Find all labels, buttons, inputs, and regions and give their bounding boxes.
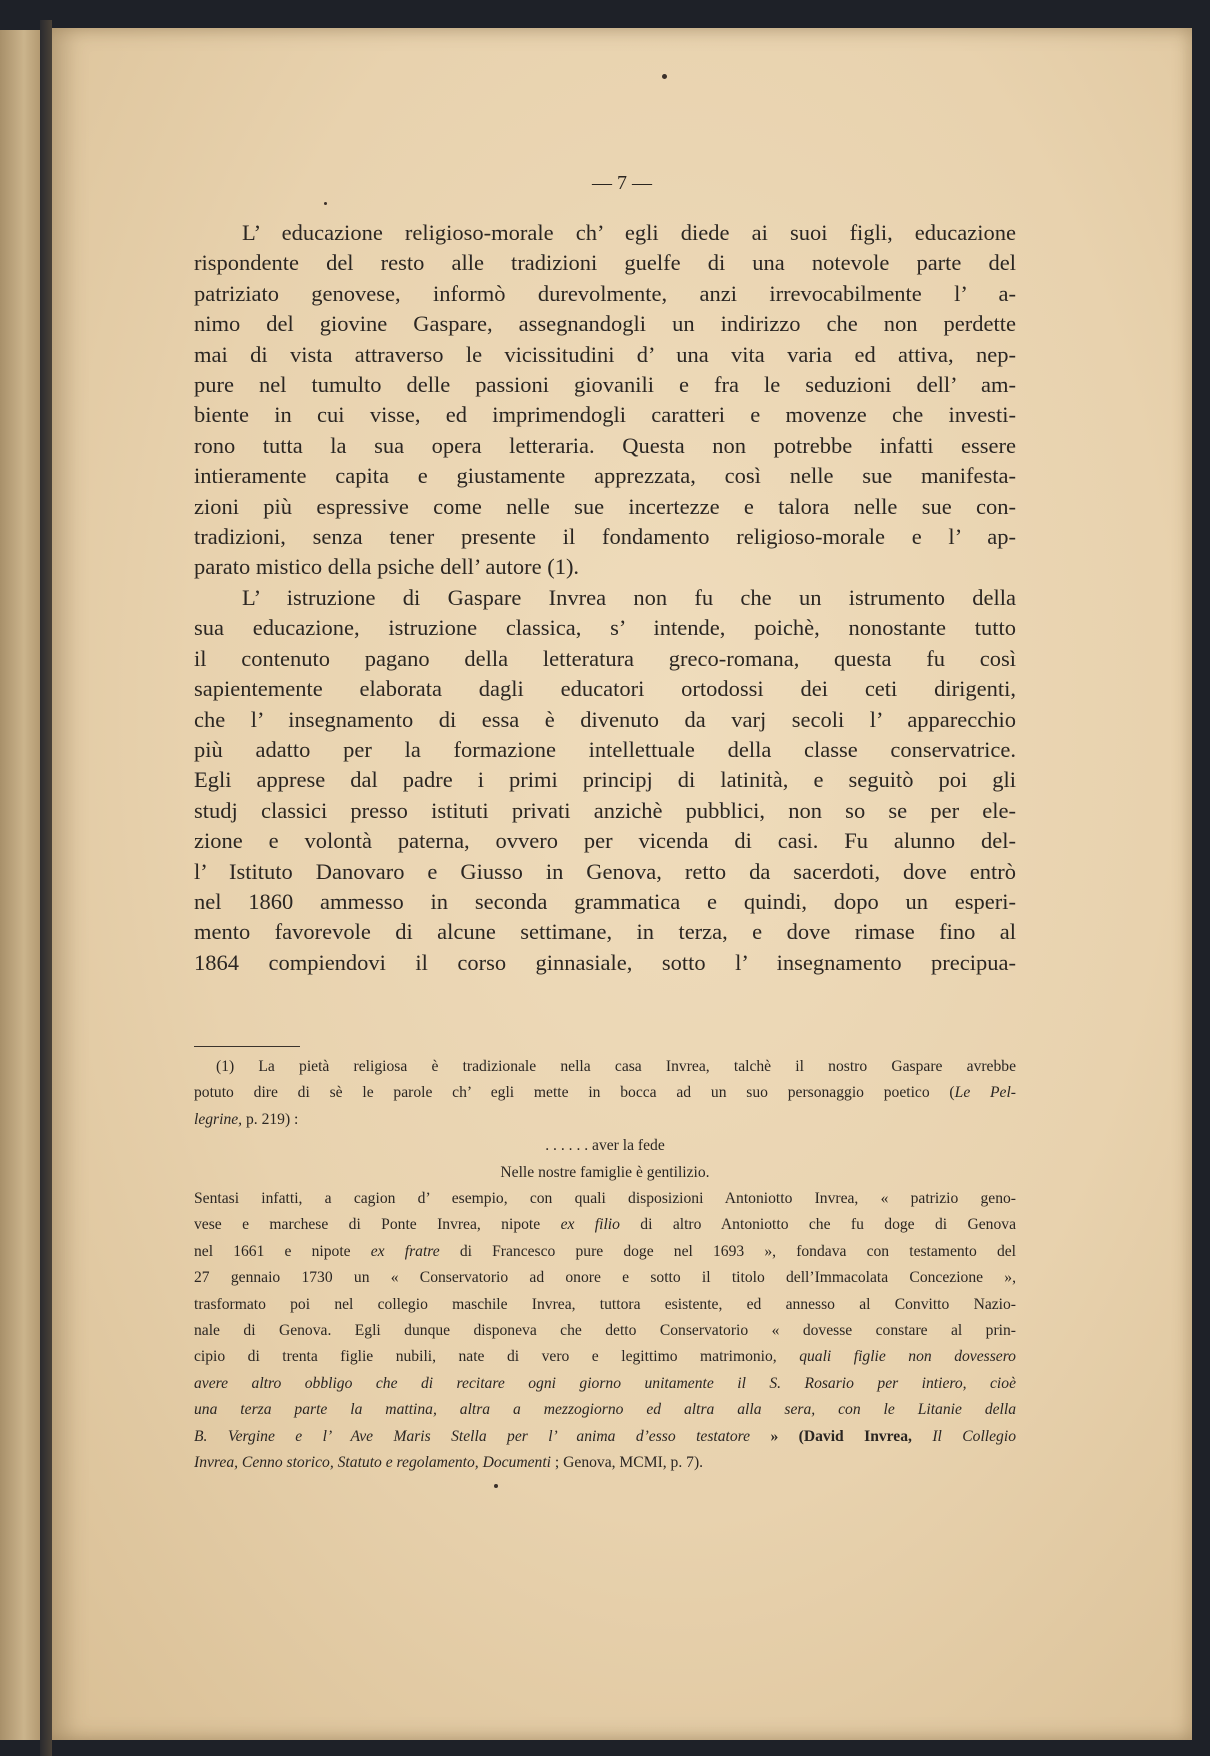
footnote-text: 27 gennaio 1730 un « Conservatorio ad onore e sotto il titolo dell’Immacolata Concezione », — [194, 1269, 1016, 1287]
footnote-bold: » (David Invrea, — [750, 1427, 933, 1445]
page-number: — 7 — — [592, 172, 652, 194]
text-line: tradizioni, senza tener presente il fondamento religioso-morale e l’ ap- — [194, 524, 1016, 550]
footnote-italic: Invrea, Cenno storico, Statuto e regolamento, Documenti — [194, 1454, 552, 1472]
footnote-text: p. 219) : — [242, 1110, 299, 1128]
footnote-line — [194, 1292, 1016, 1318]
footnote-line — [194, 1239, 1016, 1265]
footnote-italic: legrine, — [194, 1110, 243, 1128]
footnote-italic: Le Pel- — [954, 1084, 1016, 1102]
footnote-text: nale di Genova. Egli dunque disponeva che detto Conservatorio « dovesse constare al prin- — [194, 1322, 1016, 1340]
footnote-divider — [194, 1046, 300, 1047]
verse-line: Nelle nostre famiglie è gentilizio. — [500, 1163, 710, 1181]
footnote-italic: una terza parte la mattina, altra a mezzogiorno ed altra alla sera, con le Litanie della — [194, 1401, 1016, 1419]
text-line: il contenuto pagano della letteratura greco-romana, questa fu così — [194, 645, 1016, 671]
footnote-line — [194, 1371, 1016, 1397]
text-line: 1864 compiendovi il corso ginnasiale, sotto l’ insegnamento precipua- — [194, 949, 1016, 975]
footnote-line — [194, 1397, 1016, 1423]
book-gutter — [40, 20, 52, 1756]
footnote-line — [194, 1265, 1016, 1291]
text-line: zioni più espressive come nelle sue incertezze e talora nelle sue con- — [194, 493, 1016, 519]
footnote-italic: quali figlie non dovessero — [799, 1348, 1016, 1366]
footnote-italic: Il Collegio — [932, 1427, 1016, 1445]
text-line: patriziato genovese, informò durevolmente, anzi irrevocabilmente l’ a- — [194, 280, 1016, 306]
text-line: che l’ insegnamento di essa è divenuto da varj secoli l’ apparecchio — [194, 706, 1016, 732]
footnote-text: trasformato poi nel collegio maschile Invrea, tuttora esistente, ed annesso al Convitto Nazio- — [194, 1295, 1016, 1313]
text-line: mento favorevole di alcune settimane, in terza, e dove rimase fino al — [194, 919, 1016, 945]
footnote-line — [194, 1054, 1016, 1080]
text-line: biente in cui visse, ed imprimendogli caratteri e movenze che investi- — [194, 402, 1016, 428]
text-line: nimo del giovine Gaspare, assegnandogli un indirizzo che non perdette — [194, 311, 1016, 337]
verse-line: . . . . . . aver la fede — [545, 1137, 665, 1155]
footnote — [194, 1054, 1016, 1477]
footnote-line — [194, 1186, 1016, 1212]
text-line: rispondente del resto alle tradizioni guelfe di una notevole parte del — [194, 250, 1016, 276]
footnote-text: (1) La pietà religiosa è tradizionale nella casa Invrea, talchè il nostro Gaspare avrebbe — [216, 1058, 1016, 1075]
footnote-italic: avere altro obbligo che di recitare ogni giorno unitamente il S. Rosario per intiero, cioè — [194, 1374, 1016, 1392]
footnote-line — [194, 1344, 1016, 1370]
footnote-line — [194, 1424, 1016, 1450]
text-line: studj classici presso istituti privati anzichè pubblici, non so se per ele- — [194, 797, 1016, 823]
footnote-text: nel 1661 e nipote — [194, 1242, 371, 1260]
footnote-line — [194, 1450, 1016, 1476]
text-line: sapientemente elaborata dagli educatori ortodossi dei ceti dirigenti, — [194, 676, 1016, 702]
footnote-text: Sentasi infatti, a cagion d’ esempio, con quali disposizioni Antoniotto Invrea, « patrizio geno- — [194, 1190, 1016, 1208]
body-text — [194, 218, 1016, 978]
footnote-text: cipio di trenta figlie nubili, nate di vero e legittimo matrimonio, — [194, 1348, 800, 1366]
footnote-line — [194, 1107, 1016, 1133]
footnote-text: di altro Antoniotto che fu doge di Genova — [619, 1216, 1016, 1234]
facing-page-edge — [0, 30, 40, 1740]
text-line: Egli apprese dal padre i primi principj di latinità, e seguitò poi gli — [194, 767, 1016, 793]
text-line: intieramente capita e giustamente apprezzata, così nelle sue manifesta- — [194, 463, 1016, 489]
footnote-line — [194, 1318, 1016, 1344]
footnote-line — [194, 1080, 1016, 1106]
footnote-line — [194, 1212, 1016, 1238]
text-line: pure nel tumulto delle passioni giovanili e fra le seduzioni dell’ am- — [194, 372, 1016, 398]
text-line: zione e volontà paterna, ovvero per vicenda di casi. Fu alunno del- — [194, 828, 1016, 854]
book-page — [52, 28, 1192, 1740]
footnote-text: di Francesco pure doge nel 1693 », fondava con testamento del — [439, 1242, 1016, 1260]
text-line: sua educazione, istruzione classica, s’ intende, poichè, nonostante tutto — [194, 615, 1016, 641]
text-line: L’ educazione religioso-morale ch’ egli diede ai suoi figli, educazione — [242, 220, 1016, 245]
text-line: mai di vista attraverso le vicissitudini d’ una vita varia ed attiva, nep- — [194, 341, 1016, 367]
text-line: più adatto per la formazione intellettuale della classe conservatrice. — [194, 736, 1016, 762]
text-line: L’ istruzione di Gaspare Invrea non fu che un istrumento della — [242, 584, 1016, 610]
text-line: nel 1860 ammesso in seconda grammatica e quindi, dopo un esperi- — [194, 888, 1016, 914]
footnote-text: vese e marchese di Ponte Invrea, nipote — [194, 1216, 561, 1234]
text-line: rono tutta la sua opera letteraria. Questa non potrebbe infatti essere — [194, 432, 1016, 458]
footnote-text: ; Genova, MCMI, p. 7). — [551, 1454, 704, 1472]
ink-speck — [662, 74, 667, 79]
footnote-text: potuto dire di sè le parole ch’ egli mette in bocca ad un suo personaggio poetico ( — [194, 1084, 955, 1102]
footnote-italic: B. Vergine e l’ Ave Maris Stella per l’ anima d’esso testatore — [194, 1427, 751, 1445]
ink-speck — [324, 202, 327, 205]
footnote-italic: ex filio — [560, 1216, 620, 1234]
ink-speck — [494, 1484, 498, 1488]
footnote-italic: ex fratre — [370, 1242, 440, 1260]
text-line: parato mistico della psiche dell’ autore (1). — [194, 554, 580, 580]
text-line: l’ Istituto Danovaro e Giusso in Genova, retto da sacerdoti, dove entrò — [194, 858, 1016, 884]
